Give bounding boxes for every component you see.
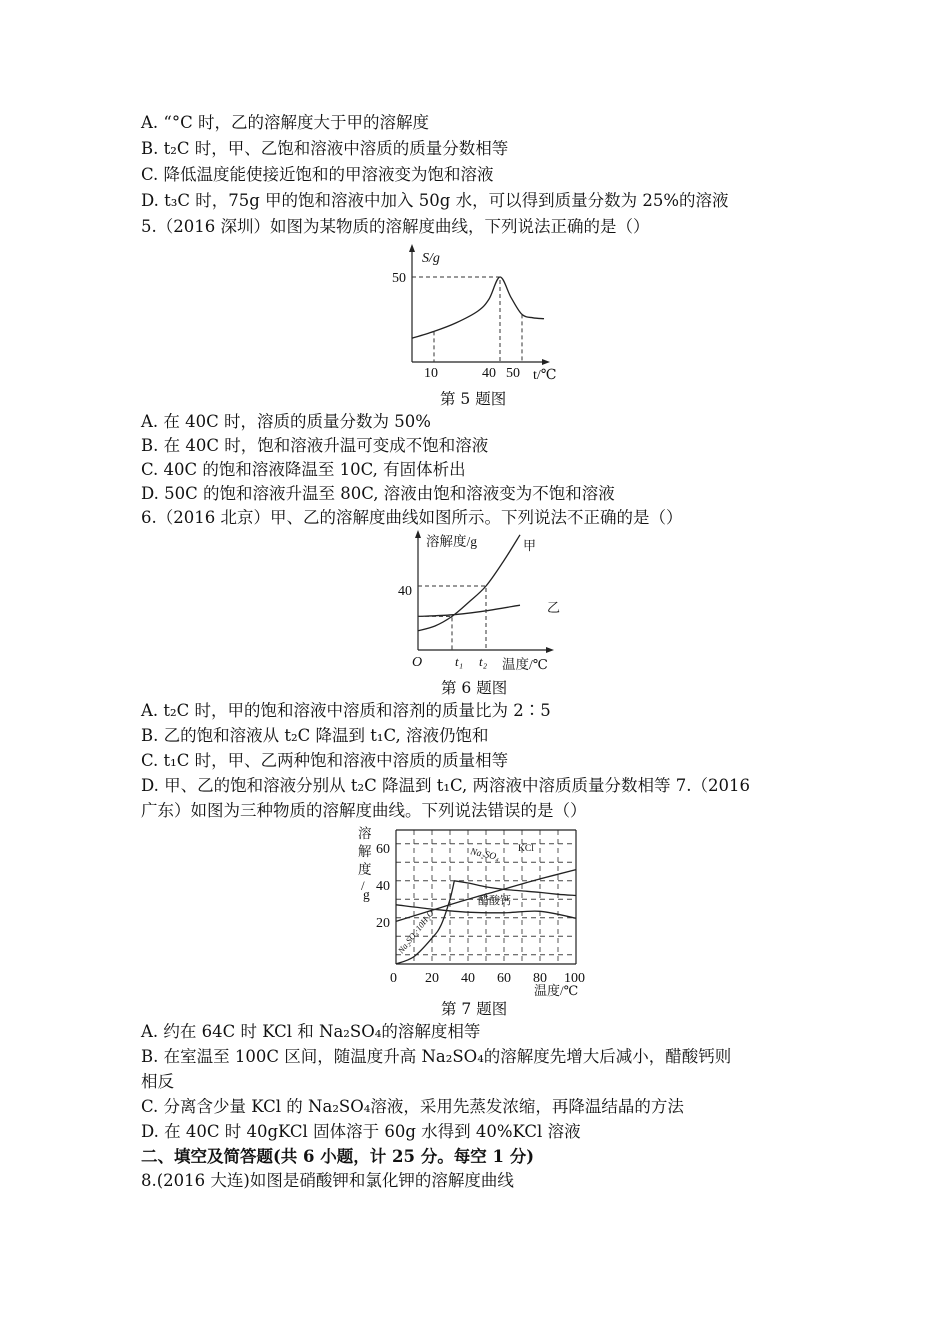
section2-heading: 二、填空及简答题(共 6 小题，计 25 分。每空 1 分): [141, 1147, 535, 1166]
q4-option-c: C. 降低温度能使接近饱和的甲溶液变为饱和溶液: [141, 165, 494, 184]
q7-ylabel-g: g: [363, 887, 370, 902]
q6-origin: O: [412, 655, 423, 670]
q5-option-d: D. 50C 的饱和溶液升温至 80C, 溶液由饱和溶液变为不饱和溶液: [141, 484, 615, 503]
q6-xtick-t2: t₂: [479, 654, 488, 669]
q7-option-b1: B. 在室温至 100C 区间，随温度升高 Na₂SO₄的溶解度先增大后减小，醋酸钙则: [141, 1047, 732, 1066]
q5-ylabel: S/g: [422, 251, 440, 266]
q5-xtick-40: 40: [482, 366, 496, 381]
q7-ylabel-3: 度: [358, 862, 372, 877]
q7-xlabel: 温度/℃: [534, 983, 579, 998]
q7-xtick-40: 40: [461, 971, 475, 986]
q7-xtick-20: 20: [425, 971, 439, 986]
q5-guide-40: [412, 277, 500, 362]
q7-option-b2: 相反: [141, 1072, 174, 1091]
q6-guide-t1: [418, 616, 452, 650]
q7-ylabel-slash: /: [361, 878, 365, 893]
q7-option-d: D. 在 40C 时 40gKCl 固体溶于 60g 水得到 40%KCl 溶液: [141, 1122, 581, 1141]
q5-chart: [380, 242, 570, 387]
q5-option-a: A. 在 40C 时，溶质的质量分数为 50%: [141, 412, 431, 431]
q7-label-na2so4: Na₂SO₄: [469, 847, 501, 864]
q6-chart: [390, 528, 590, 676]
q4-option-b: B. t₂C 时，甲、乙饱和溶液中溶质的质量分数相等: [141, 139, 509, 158]
q6-xtick-t1: t₁: [455, 654, 464, 669]
q5-xtick-50: 50: [506, 366, 520, 381]
q6-option-c: C. t₁C 时，甲、乙两种饱和溶液中溶质的质量相等: [141, 751, 509, 770]
q7-stem: 广东）如图为三种物质的溶解度曲线。下列说法错误的是（）: [141, 801, 587, 820]
q7-label-kcl: KCl: [518, 844, 534, 854]
q7-ylabel-2: 解: [358, 844, 372, 859]
q5-xlabel: t/℃: [533, 368, 557, 383]
q5-solubility-curve: [412, 277, 544, 338]
q6-label-jia: 甲: [523, 538, 537, 553]
q5-xtick-10: 10: [424, 366, 438, 381]
q7-ytick-40: 40: [376, 879, 390, 894]
q4-option-d: D. t₃C 时，75g 甲的饱和溶液中加入 50g 水，可以得到质量分数为 25%的溶液: [141, 191, 729, 210]
q7-label-hydrate: Na₂SO₄·10H₂O: [395, 908, 436, 956]
q6-ylabel: 溶解度/g: [426, 534, 478, 549]
q7-xtick-0: 0: [390, 971, 397, 986]
q5-caption: 第 5 题图: [440, 390, 507, 408]
q6-label-yi: 乙: [547, 600, 561, 615]
q7-xtick-80: 80: [533, 971, 547, 986]
q7-xtick-60: 60: [497, 971, 511, 986]
q5-ytick-50: 50: [392, 271, 406, 286]
q4-option-a: A. “°C 时，乙的溶解度大于甲的溶解度: [141, 113, 429, 132]
q7-caption: 第 7 题图: [441, 1000, 508, 1018]
q7-xtick-100: 100: [564, 971, 585, 986]
q6-ytick-40: 40: [398, 584, 412, 599]
q5-stem: 5.（2016 深圳）如图为某物质的溶解度曲线，下列说法正确的是（）: [141, 217, 650, 236]
q7-label-caac: 醋酸钙: [478, 895, 511, 907]
q6-option-d: D. 甲、乙的饱和溶液分别从 t₂C 降温到 t₁C, 两溶液中溶质质量分数相等 7.（2016: [141, 776, 750, 795]
q7-ytick-60: 60: [376, 842, 390, 857]
q7-option-c: C. 分离含少量 KCl 的 Na₂SO₄溶液，采用先蒸发浓缩，再降温结晶的方法: [141, 1097, 684, 1116]
q6-xlabel: 温度/℃: [502, 657, 548, 672]
q7-ytick-20: 20: [376, 916, 390, 931]
q6-curve-yi: [418, 605, 520, 616]
q7-option-a: A. 约在 64C 时 KCl 和 Na₂SO₄的溶解度相等: [141, 1022, 481, 1041]
q8-stem: 8.(2016 大连)如图是硝酸钾和氯化钾的溶解度曲线: [141, 1171, 514, 1190]
q6-option-b: B. 乙的饱和溶液从 t₂C 降温到 t₁C, 溶液仍饱和: [141, 726, 489, 745]
q7-chart: [356, 824, 596, 996]
q7-ylabel-1: 溶: [358, 826, 372, 841]
q6-caption: 第 6 题图: [441, 679, 508, 697]
q5-option-c: C. 40C 的饱和溶液降温至 10C, 有固体析出: [141, 460, 466, 479]
q6-option-a: A. t₂C 时，甲的饱和溶液中溶质和溶剂的质量比为 2∶5: [141, 701, 551, 720]
q5-option-b: B. 在 40C 时，饱和溶液升温可变成不饱和溶液: [141, 436, 489, 455]
q6-stem: 6.（2016 北京）甲、乙的溶解度曲线如图所示。下列说法不正确的是（）: [141, 508, 683, 527]
